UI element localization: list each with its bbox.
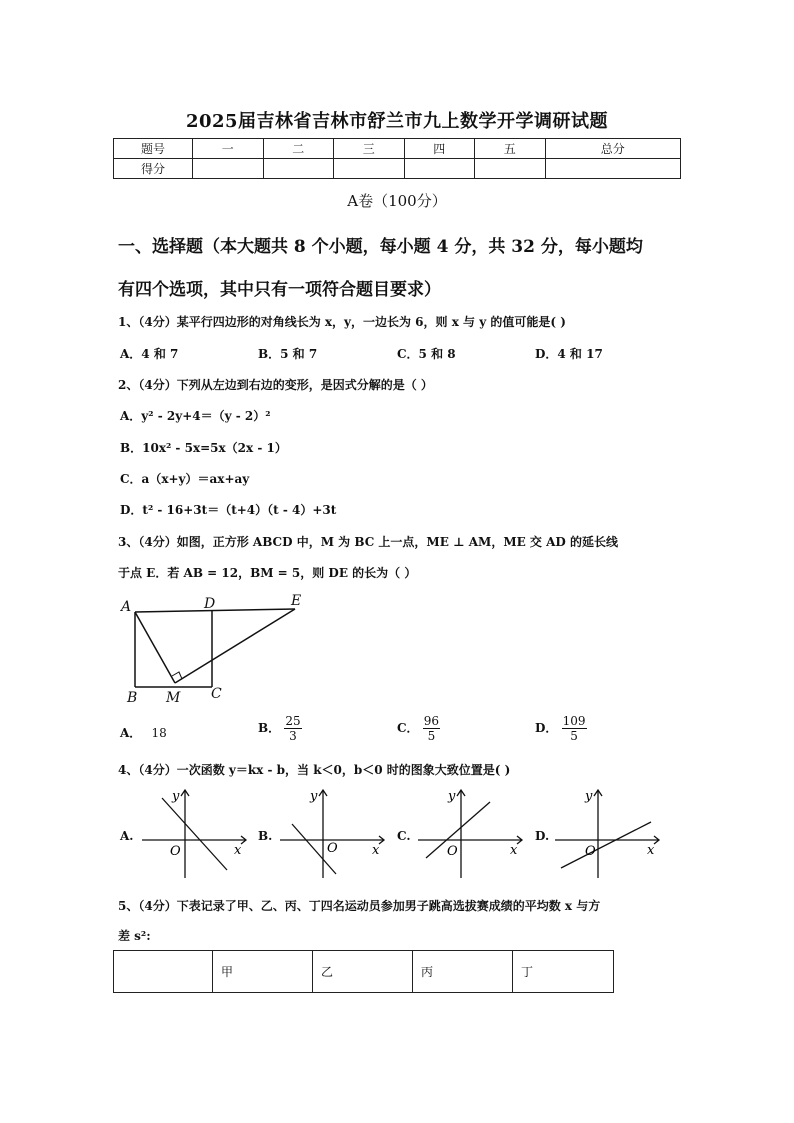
q3-option-a-value: 18 (151, 726, 167, 740)
q2-option-d: D．t² - 16+3t＝（t+4）（t - 4）+3t (120, 503, 337, 517)
label-a: A (121, 599, 132, 615)
q3-option-d (535, 714, 587, 743)
fraction-numerator: 109 (562, 714, 586, 728)
q1-option-d: D．4 和 17 (535, 347, 603, 361)
q3-option-c-fraction (423, 714, 440, 743)
q5-stem-line1: 5、（4分）下表记录了甲、乙、丙、丁四名运动员参加男子跳高选拔赛成绩的平均数 x 与方 (118, 899, 601, 913)
score-cell (193, 159, 264, 179)
q3-option-d-label: D． (535, 721, 558, 735)
q3-option-c (397, 714, 440, 743)
q1-option-a: A．4 和 7 (120, 347, 179, 361)
q1-option-b: B．5 和 7 (258, 347, 318, 361)
score-table-row (114, 159, 681, 179)
y-label: y (585, 789, 593, 804)
score-cell (334, 159, 405, 179)
score-cell (545, 159, 681, 179)
right-angle-mark (172, 672, 182, 679)
q5-table-header-row (114, 951, 614, 993)
q3-option-a-label: A． (120, 726, 142, 740)
q3-option-b (258, 714, 302, 743)
score-table-header-row (114, 139, 681, 159)
q1-stem: 1、（4分）某平行四边形的对角线长为 x，y，一边长为 6，则 x 与 y 的值可能是( ) (118, 315, 566, 329)
origin-label: O (447, 844, 458, 859)
function-line (561, 822, 651, 868)
score-cell (404, 159, 475, 179)
q4-option-c-label: C. (397, 829, 411, 843)
q4-option-d-label: D. (535, 829, 550, 843)
page-title: 2025届吉林省吉林市舒兰市九上数学开学调研试题 (185, 111, 609, 132)
label-e: E (291, 593, 302, 609)
part1-heading-line1: 一、选择题（本大题共 8 个小题，每小题 4 分，共 32 分，每小题均 (118, 237, 643, 257)
q5-table-header-cell: 丙 (413, 951, 513, 993)
label-m: M (166, 690, 181, 706)
q3-option-a (120, 724, 167, 741)
q3-option-d-fraction (562, 714, 587, 743)
q4-option-b-label: B. (258, 829, 273, 843)
origin-label: O (585, 844, 596, 859)
score-header-cell: 三 (334, 139, 405, 159)
score-header-cell: 总分 (545, 139, 681, 159)
q4-option-a-label: A. (120, 829, 134, 843)
q4-graph-d (555, 788, 663, 880)
origin-label: O (327, 841, 338, 856)
label-c: C (211, 686, 222, 702)
q4-stem: 4、（4分）一次函数 y＝kx - b，当 k＜0，b＜0 时的图象大致位置是( ) (118, 763, 511, 777)
q5-table-header-cell: 乙 (313, 951, 413, 993)
line-me (175, 609, 295, 683)
q4-graph-c (418, 788, 526, 880)
score-header-cell: 五 (475, 139, 546, 159)
line-am (135, 612, 175, 683)
part1-heading-line2: 有四个选项，其中只有一项符合题目要求） (118, 280, 441, 300)
y-label: y (310, 789, 318, 804)
label-b: B (127, 690, 138, 706)
section-a-title: A卷（100分） (347, 192, 447, 210)
q1-option-c: C．5 和 8 (397, 347, 456, 361)
q5-stem-line2: 差 s²: (118, 929, 151, 943)
score-table (113, 138, 681, 179)
q3-stem-line2: 于点 E．若 AB = 12，BM = 5，则 DE 的长为（ ） (118, 566, 417, 580)
score-header-cell: 题号 (114, 139, 193, 159)
fraction-denominator: 3 (289, 729, 297, 743)
q5-data-table (113, 950, 614, 993)
score-header-cell: 一 (193, 139, 264, 159)
function-line (426, 802, 490, 858)
fraction-numerator: 25 (285, 714, 301, 728)
q2-stem: 2、（4分）下列从左边到右边的变形，是因式分解的是（ ） (118, 378, 433, 392)
fraction-denominator: 5 (427, 729, 436, 743)
score-cell (263, 159, 334, 179)
q5-table-header-cell: 丁 (513, 951, 614, 993)
score-header-cell: 四 (404, 139, 475, 159)
q2-option-c: C．a（x+y）＝ax+ay (120, 472, 250, 486)
q2-option-b: B．10x² - 5x=5x（2x - 1） (120, 441, 287, 455)
y-label: y (448, 789, 456, 804)
function-line (162, 798, 227, 870)
q3-stem-line1: 3、（4分）如图，正方形 ABCD 中，M 为 BC 上一点，ME ⊥ AM，ME 交 AD 的延长线 (118, 535, 619, 549)
x-label: x (647, 843, 655, 858)
x-label: x (372, 843, 380, 858)
x-label: x (234, 843, 242, 858)
fraction-numerator: 96 (423, 714, 440, 728)
q3-option-c-label: C． (397, 721, 419, 735)
origin-label: O (170, 844, 181, 859)
score-header-cell: 二 (263, 139, 334, 159)
q4-graph-a (142, 788, 250, 880)
score-row-label: 得分 (114, 159, 193, 179)
q3-square-figure (115, 590, 315, 708)
q3-option-b-label: B． (258, 721, 281, 735)
label-d: D (204, 596, 216, 612)
y-label: y (172, 789, 180, 804)
q5-table-header-cell: 甲 (213, 951, 313, 993)
score-cell (475, 159, 546, 179)
fraction-denominator: 5 (570, 729, 578, 743)
q3-option-b-fraction (284, 714, 301, 743)
q5-table-header-cell (114, 951, 213, 993)
q2-option-a: A．y² - 2y+4＝（y - 2）² (120, 409, 271, 423)
x-label: x (510, 843, 518, 858)
q4-graph-b (280, 788, 388, 880)
